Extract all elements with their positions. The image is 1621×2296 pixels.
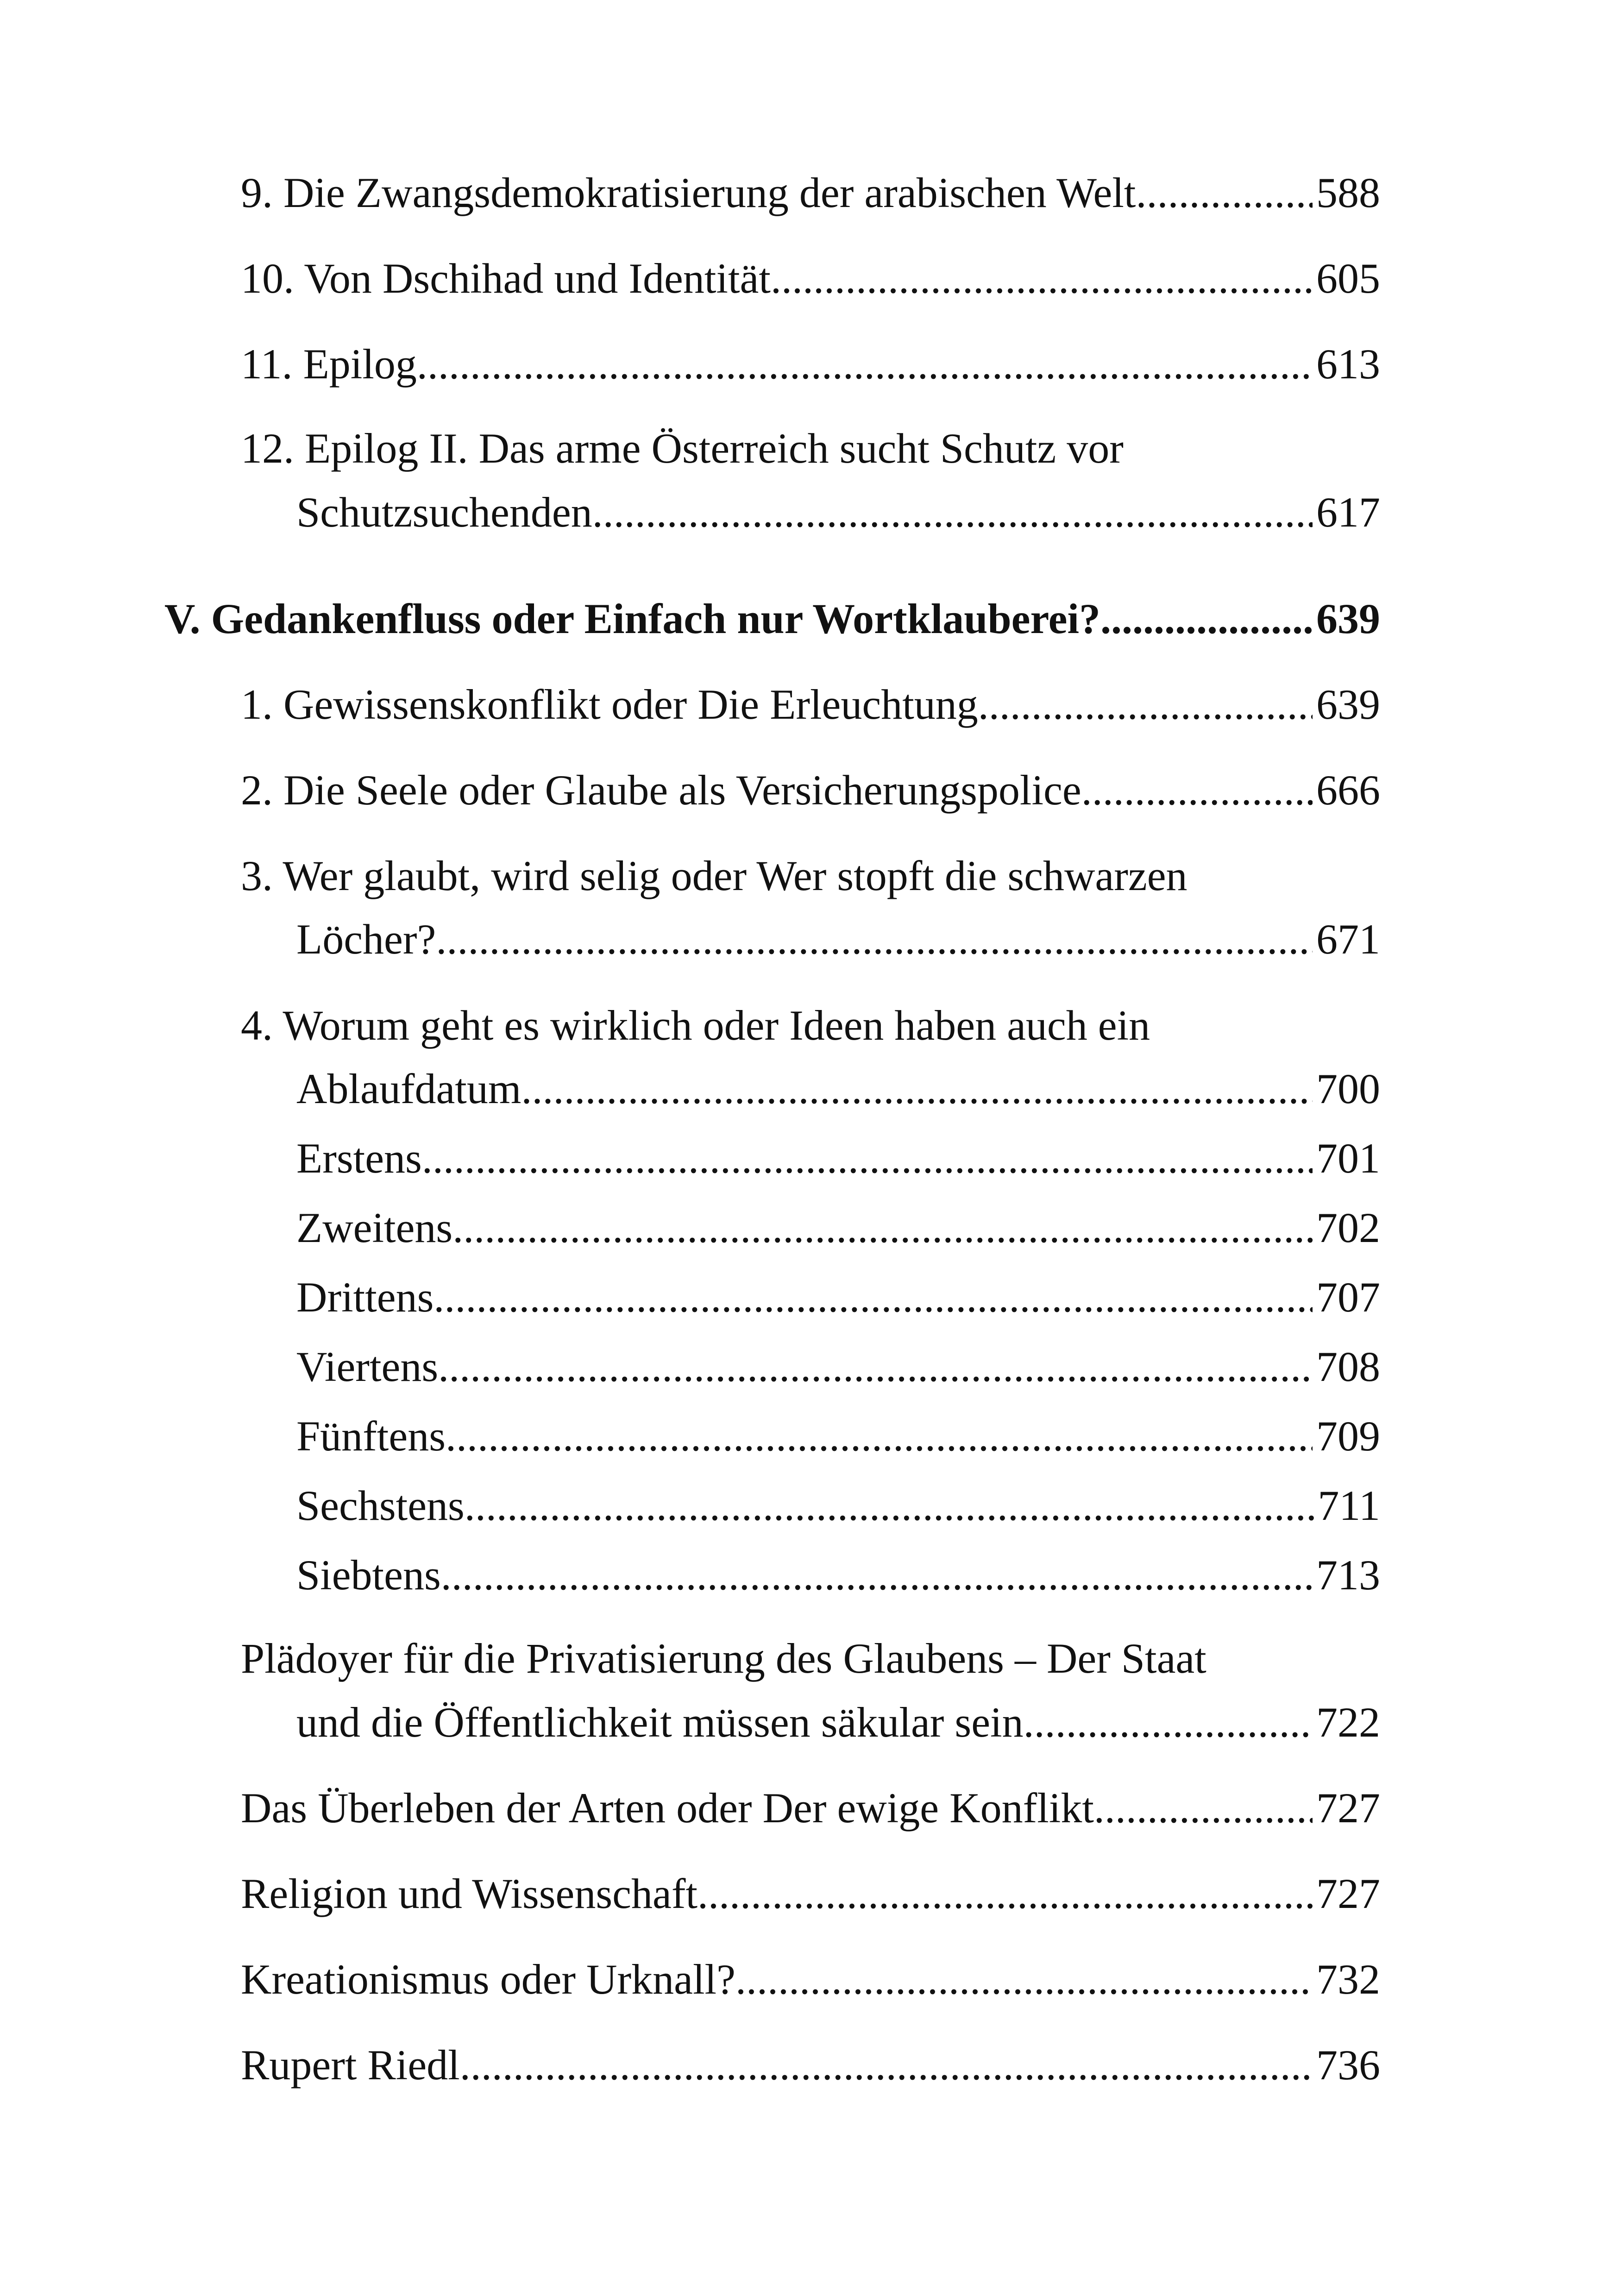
toc-entry-kreationismus (0, 1958, 1621, 2009)
toc-entry-plaedoyer (0, 1701, 1621, 1752)
toc-entry-page: 727 (1316, 1870, 1380, 1917)
toc-entry-10 (0, 257, 1621, 308)
toc-entry-page: 613 (1316, 340, 1380, 388)
toc-entry-title: Schutzsuchenden (296, 489, 592, 536)
toc-entry-title: Religion und Wissenschaft (241, 1870, 698, 1917)
toc-entry-title: Kreationismus oder Urknall? (241, 1956, 735, 2003)
toc-entry-row (241, 683, 1380, 726)
toc-entry-row (241, 2041, 1380, 2089)
toc-entry-title: und die Öffentlichkeit müssen säkular sein (296, 1699, 1024, 1746)
toc-entry-page: 701 (1316, 1135, 1380, 1182)
toc-entry-row (296, 916, 1380, 963)
toc-entry-row (241, 1784, 1380, 1832)
toc-section-title: V. Gedankenfluss oder Einfach nur Wortklauberei? (164, 595, 1101, 642)
leader-dots (436, 918, 1313, 960)
leader-dots (1094, 1787, 1313, 1829)
toc-entry-page: 722 (1316, 1699, 1380, 1746)
toc-entry-page: 711 (1318, 1482, 1380, 1529)
leader-dots (460, 2044, 1313, 2086)
leader-dots (771, 257, 1313, 300)
toc-entry-row (241, 340, 1380, 388)
toc-entry-title: Siebtens (296, 1551, 441, 1599)
toc-entry-4 (0, 1067, 1621, 1118)
toc-entry-religion (0, 1872, 1621, 1923)
toc-section-page: 639 (1316, 595, 1380, 642)
leader-dots (521, 1067, 1313, 1110)
toc-entry-row (241, 1958, 1380, 2001)
toc-entry-page: 671 (1316, 916, 1380, 963)
leader-dots (1100, 597, 1313, 640)
toc-entry-title: 10. Von Dschihad und Identität (241, 255, 771, 302)
toc-entry-page: 732 (1316, 1956, 1380, 2003)
toc-entry-title: 3. Wer glaubt, wird selig oder Wer stopft die schwarzen (241, 852, 1187, 899)
toc-entry-3-line1 (0, 854, 1621, 905)
toc-section-v (0, 597, 1621, 648)
leader-dots (452, 1206, 1313, 1249)
toc-entry-title: 11. Epilog (241, 340, 417, 388)
toc-entry-row (296, 1067, 1380, 1110)
toc-entry-9 (0, 171, 1621, 222)
toc-entry-row (296, 1206, 1380, 1249)
toc-entry-title: Viertens (296, 1343, 439, 1390)
toc-entry-title: Ablaufdatum (296, 1065, 521, 1112)
toc-entry-page: 708 (1316, 1343, 1380, 1390)
leader-dots (735, 1958, 1313, 2001)
toc-entry-title: Erstens (296, 1135, 422, 1182)
toc-entry-row (296, 489, 1380, 536)
toc-entry-page: 605 (1316, 255, 1380, 302)
toc-entry-row (296, 1412, 1380, 1460)
toc-entry-page: 639 (1316, 681, 1380, 728)
leader-dots (592, 491, 1313, 533)
toc-entry-title: 2. Die Seele oder Glaube als Versicherungspolice (241, 766, 1081, 814)
toc-entry-row (241, 257, 1380, 300)
toc-entry-title: 4. Worum geht es wirklich oder Ideen haben auch ein (241, 1002, 1150, 1049)
toc-entry-page: 736 (1316, 2041, 1380, 2089)
toc-entry-title: Löcher? (296, 916, 436, 963)
toc-entry-plaedoyer-line1 (0, 1637, 1621, 1688)
toc-entry-page: 588 (1316, 169, 1380, 216)
toc-entry-page: 702 (1316, 1204, 1380, 1251)
toc-entry-row (241, 766, 1380, 814)
toc-entry-riedl (0, 2041, 1621, 2095)
leader-dots (465, 1484, 1314, 1527)
toc-entry-12 (0, 491, 1621, 542)
leader-dots (422, 1137, 1313, 1179)
toc-entry-3 (0, 918, 1621, 969)
toc-entry-title: 1. Gewissenskonflikt oder Die Erleuchtung (241, 681, 978, 728)
toc-entry-page: 666 (1316, 766, 1380, 814)
toc-subentry-siebtens (0, 1551, 1621, 1605)
leader-dots (1024, 1701, 1313, 1744)
toc-entry-title: Zweitens (296, 1204, 453, 1251)
leader-dots (1081, 769, 1313, 811)
toc-entry-row (296, 1701, 1380, 1744)
toc-entry-title: Sechstens (296, 1482, 465, 1529)
toc-entry-row (296, 1273, 1380, 1321)
leader-dots (1136, 171, 1313, 214)
toc-entry-row (241, 1872, 1380, 1915)
toc-entry-ueberleben (0, 1784, 1621, 1838)
toc-subentry-erstens (0, 1137, 1621, 1188)
toc-subentry-fuenftens (0, 1412, 1621, 1466)
toc-subentry-zweitens (0, 1206, 1621, 1257)
toc-subentry-viertens (0, 1345, 1621, 1396)
leader-dots (434, 1276, 1313, 1318)
toc-entry-title: 12. Epilog II. Das arme Österreich sucht Schutz vor (241, 425, 1124, 472)
leader-dots (441, 1554, 1313, 1596)
toc-entry-page: 713 (1316, 1551, 1380, 1599)
toc-entry-row (296, 1345, 1380, 1388)
leader-dots (417, 343, 1313, 385)
toc-entry-page: 709 (1316, 1412, 1380, 1460)
toc-entry-4-line1 (0, 1004, 1621, 1055)
toc-entry-page: 700 (1316, 1065, 1380, 1112)
leader-dots (978, 683, 1313, 726)
toc-section-row (164, 597, 1380, 640)
toc-entry-row (296, 1135, 1380, 1182)
toc-entry-title: Fünftens (296, 1412, 446, 1460)
toc-entry-row (296, 1484, 1380, 1527)
toc-entry-page: 617 (1316, 489, 1380, 536)
toc-entry-row (241, 171, 1380, 214)
toc-entry-page: 707 (1316, 1273, 1380, 1321)
leader-dots (697, 1872, 1313, 1915)
toc-entry-row (296, 1551, 1380, 1599)
toc-entry-title: Drittens (296, 1273, 434, 1321)
toc-entry-title: 9. Die Zwangsdemokratisierung der arabischen Welt (241, 169, 1136, 216)
toc-subentry-drittens (0, 1273, 1621, 1327)
toc-entry-title: Rupert Riedl (241, 2041, 460, 2089)
leader-dots (438, 1345, 1313, 1388)
toc-entry-11 (0, 340, 1621, 394)
toc-subentry-sechstens (0, 1484, 1621, 1535)
leader-dots (446, 1415, 1313, 1457)
toc-entry-title: Das Überleben der Arten oder Der ewige Konflikt (241, 1784, 1094, 1832)
toc-entry-12-line1 (0, 427, 1621, 478)
toc-entry-title: Plädoyer für die Privatisierung des Glaubens – Der Staat (241, 1635, 1206, 1682)
toc-entry-1 (0, 683, 1621, 734)
toc-entry-2 (0, 766, 1621, 820)
toc-entry-page: 727 (1316, 1784, 1380, 1832)
